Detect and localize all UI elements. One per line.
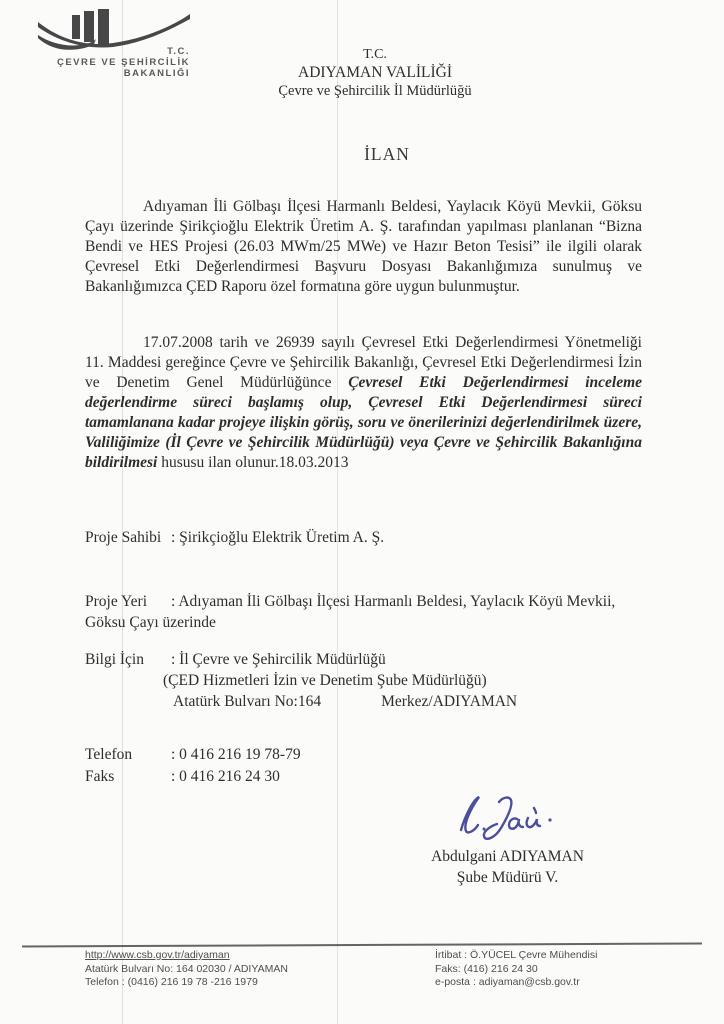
proje-yeri-label: Proje Yeri [85,593,148,610]
faks-label: Faks [85,768,115,785]
letterhead-governorship: ADIYAMAN VALİLİĞİ [298,64,452,81]
paragraph-announcement-1: Adıyaman İli Gölbaşı İlçesi Harmanlı Beldesi, Yaylacık Köyü Mevkii, Göksu Çayı üzerinde Şirikçioğlu Elektrik Üretim A. Ş. tarafından yapılması planlanan “Bizna Bendi ve HES Projesi (26.03 MWm/25 MWe) ve Hazır Beton Tesisi” ile ilgili olarak Çevresel Etki Değerlendirmesi Başvuru Dosyası Bakanlığımıza sunulmuş ve Bakanlığımızca ÇED Raporu özel formatına göre uygun bulunmuştur. [85,198,642,295]
faks-value: : 0 416 216 24 30 [171,768,280,785]
footer-phone: Telefon : (0416) 216 19 78 -216 1979 [85,976,258,988]
page-title: İLAN [364,144,410,164]
logo-caption-ministry: ÇEVRE VE ŞEHİRCİLİK [56,57,190,68]
info-row-bilgi-icin [85,649,642,712]
footer-email: e-posta : adiyaman@csb.gov.tr [435,976,580,988]
bilgi-icin-city: Merkez/ADIYAMAN [381,693,518,710]
bilgi-icin-line2: (ÇED Hizmetleri İzin ve Denetim Şube Müdürlüğü) [163,672,487,689]
footer-left-column [85,949,288,990]
ministry-logo [38,8,198,79]
info-row-faks [85,766,642,787]
footer-address: Atatürk Bulvarı No: 164 02030 / ADIYAMAN [85,962,288,975]
proje-sahibi-label: Proje Sahibi [85,529,162,546]
letterhead-directorate: Çevre ve Şehircilik İl Müdürlüğü [278,83,472,99]
footer-divider [22,943,702,948]
info-row-proje-sahibi [85,527,642,548]
telefon-value: : 0 416 216 19 78-79 [171,746,301,763]
paragraph-announcement-2 [85,333,642,473]
bilgi-icin-street: Atatürk Bulvarı No:164 [173,693,322,710]
telefon-label: Telefon [85,746,133,763]
bilgi-icin-line1 [85,649,642,670]
logo-caption-tc: T.C. [167,46,190,57]
logo-caption-bakanlik: BAKANLIĞI [123,68,190,79]
proje-yeri-value: : Adıyaman İli Gölbaşı İlçesi Harmanlı Beldesi, Yaylacık Köyü Mevkii, Göksu Çayı üzerinde [85,593,616,631]
footer-fax: Faks: (416) 216 24 30 [435,962,538,975]
letterhead [225,46,525,100]
footer-contact-person: İrtibat : Ö.YÜCEL Çevre Mühendisi [435,949,598,961]
paragraph-2-normal-end: hususu ilan olunur.18.03.2013 [157,454,349,471]
info-row-telefon [85,744,642,765]
paragraph-2-bold-italic: Çevresel Etki Değerlendirmesi inceleme değerlendirme süreci başlamış olup, Çevresel Etki Değerlendirmesi süreci tamamlanana kadar projeye ilişkin görüş, soru ve önerilerinizi değerlendirilmek üzere, Valiliğimize (İl Çevre ve Şehircilik Müdürlüğü) veya Çevre ve Şehircilik Bakanlığına bildirilmesi [85,374,643,471]
info-row-proje-yeri [85,591,642,633]
footer-website-url: http://www.csb.gov.tr/adiyaman [85,949,230,961]
handwritten-signature-icon [433,786,583,844]
signer-title: Şube Müdürü V. [456,869,559,886]
proje-sahibi-value: : Şirikçioğlu Elektrik Üretim A. Ş. [171,529,385,546]
paper-fold-line-left [122,0,123,1024]
signer-name: Abdulgani ADIYAMAN [431,848,584,865]
letterhead-tc: T.C. [363,47,387,62]
bilgi-icin-value: : İl Çevre ve Şehircilik Müdürlüğü [171,651,386,668]
signature-block [415,786,600,888]
ministry-logo-caption [38,46,190,79]
bilgi-icin-label: Bilgi İçin [85,651,144,668]
paragraph-2-normal-start: 17.07.2008 tarih ve 26939 sayılı Çevresel Etki Değerlendirmesi Yönetmeliği 11. Maddesi gereğince Çevre ve Şehircilik Bakanlığı, Çevresel Etki Değerlendirmesi İzin ve Denetim Genel Müdürlüğünce [85,334,642,391]
bilgi-icin-line3 [173,691,642,712]
footer-right-column [435,949,597,990]
